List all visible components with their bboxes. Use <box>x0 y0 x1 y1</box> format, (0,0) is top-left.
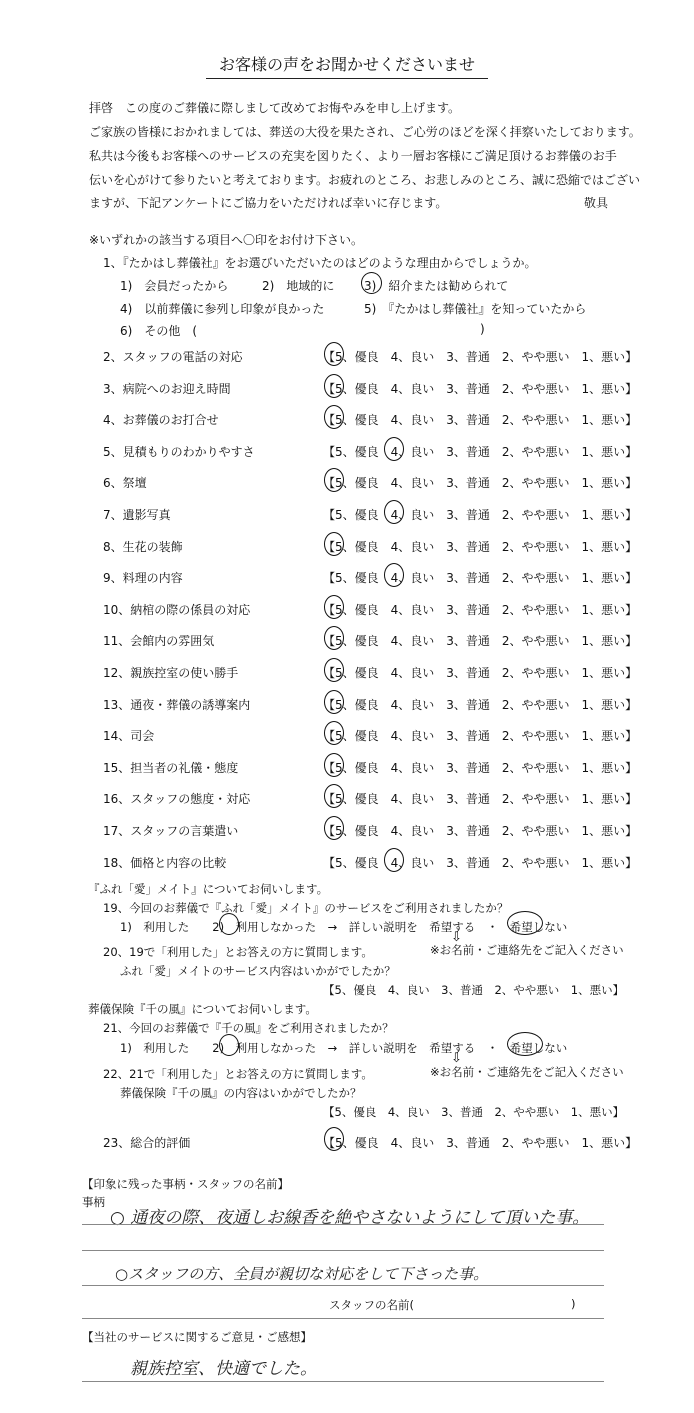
q1-option-3[interactable]: 3) 紹介または勧められて <box>364 279 509 293</box>
rating-label: 2、スタッフの電話の対応 <box>103 350 243 364</box>
instruction: ※いずれかの該当する項目へ〇印をお付け下さい。 <box>89 233 364 247</box>
rating-label: 15、担当者の礼儀・態度 <box>103 761 239 775</box>
q21-options[interactable]: 1) 利用した 2) 利用しなかった → 詳しい説明を 希望する ・ 希望しない <box>120 1041 568 1055</box>
rating-scale[interactable]: 【5、優良 4、良い 3、普通 2、やや悪い 1、悪い】 <box>323 476 638 490</box>
q21-question: 21、今回のお葬儀で『千の風』をご利用されましたか？ <box>103 1021 394 1035</box>
q23-scale[interactable]: 【5、優良 4、良い 3、普通 2、やや悪い 1、悪い】 <box>323 1136 638 1150</box>
q23-selected-circle <box>324 1127 344 1151</box>
impression-sub: 事柄 <box>82 1195 105 1209</box>
q21-arrow-icon: ⇩ <box>451 1051 462 1066</box>
fureai-header: 『ふれ「愛」メイト』についてお伺いします。 <box>88 882 329 896</box>
opinion-handwriting[interactable]: 親族控室、快適でした。 <box>130 1359 317 1379</box>
rating-label: 11、会館内の雰囲気 <box>103 634 215 648</box>
q19-selected-circle <box>219 913 239 935</box>
q1-option-1[interactable]: 1) 会員だったから <box>120 279 229 293</box>
rating-scale[interactable]: 【5、優良 4、良い 3、普通 2、やや悪い 1、悪い】 <box>323 824 638 838</box>
q20-scale[interactable]: 【5、優良 4、良い 3、普通 2、やや悪い 1、悪い】 <box>323 983 625 997</box>
rating-label: 18、価格と内容の比較 <box>103 856 227 870</box>
q21-selected-circle <box>219 1034 239 1056</box>
closing-word: 敬具 <box>584 196 609 210</box>
rating-selected-circle <box>324 816 344 840</box>
rating-selected-circle <box>324 342 344 366</box>
q1-option-2[interactable]: 2) 地域的に <box>262 279 335 293</box>
rating-label: 4、お葬儀のお打合せ <box>103 413 219 427</box>
rating-label: 17、スタッフの言葉遣い <box>103 824 239 838</box>
q20-sub: ふれ「愛」メイトのサービス内容はいかがでしたか？ <box>120 964 396 978</box>
q19-question: 19、今回のお葬儀で『ふれ「愛」メイト』のサービスをご利用されましたか？ <box>103 901 509 915</box>
rating-label: 16、スタッフの態度・対応 <box>103 792 251 806</box>
rating-selected-circle <box>324 595 344 619</box>
rating-selected-circle <box>324 626 344 650</box>
rating-label: 8、生花の装飾 <box>103 540 183 554</box>
rating-label: 5、見積もりのわかりやすさ <box>103 445 255 459</box>
rating-label: 10、納棺の際の係員の対応 <box>103 603 251 617</box>
rating-scale[interactable]: 【5、優良 4、良い 3、普通 2、やや悪い 1、悪い】 <box>323 350 638 364</box>
q19-kibou-circle <box>507 911 543 935</box>
greeting-line-3: 私共は今後もお客様へのサービスの充実を図りたく、より一層お客様にご満足頂けるお葬儀のお手 <box>89 149 617 163</box>
greeting-line-1: 拝啓 この度のご葬儀に際しまして改めてお悔やみを申し上げます。 <box>89 101 461 115</box>
rating-scale[interactable]: 【5、優良 4、良い 3、普通 2、やや悪い 1、悪い】 <box>323 540 638 554</box>
rating-scale[interactable]: 【5、優良 4、良い 3、普通 2、やや悪い 1、悪い】 <box>323 729 638 743</box>
rating-scale[interactable]: 【5、優良 4、良い 3、普通 2、やや悪い 1、悪い】 <box>323 761 638 775</box>
rating-selected-circle <box>324 532 344 556</box>
rating-scale[interactable]: 【5、優良 4、良い 3、普通 2、やや悪い 1、悪い】 <box>323 571 638 585</box>
q19-notice: ※お名前・ご連絡先をご記入ください <box>430 943 624 957</box>
rating-label: 3、病院へのお迎え時間 <box>103 382 231 396</box>
impression-line-3 <box>82 1285 604 1286</box>
rating-label: 6、祭壇 <box>103 476 147 490</box>
rating-selected-circle <box>324 468 344 492</box>
rating-scale[interactable]: 【5、優良 4、良い 3、普通 2、やや悪い 1、悪い】 <box>323 508 638 522</box>
rating-label: 7、遺影写真 <box>103 508 171 522</box>
title-underline <box>206 78 488 79</box>
rating-scale[interactable]: 【5、優良 4、良い 3、普通 2、やや悪い 1、悪い】 <box>323 382 638 396</box>
rating-selected-circle <box>324 784 344 808</box>
rating-scale[interactable]: 【5、優良 4、良い 3、普通 2、やや悪い 1、悪い】 <box>323 413 638 427</box>
rating-selected-circle <box>324 374 344 398</box>
q22-question: 22、21で「利用した」とお答えの方に質問します。 <box>103 1067 373 1081</box>
q19-options[interactable]: 1) 利用した 2) 利用しなかった → 詳しい説明を 希望する ・ 希望しない <box>120 920 568 934</box>
q20-question: 20、19で「利用した」とお答えの方に質問します。 <box>103 945 373 959</box>
q22-sub: 葬儀保険『千の風』の内容はいかがでしたか？ <box>120 1086 362 1100</box>
rating-scale[interactable]: 【5、優良 4、良い 3、普通 2、やや悪い 1、悪い】 <box>323 698 638 712</box>
impression-handwriting-2[interactable]: ○スタッフの方、全員が親切な対応をして下さった事。 <box>115 1265 489 1283</box>
rating-selected-circle <box>324 658 344 682</box>
opinion-header: 【当社のサービスに関するご意見・ご感想】 <box>82 1330 312 1344</box>
rating-selected-circle <box>384 500 404 524</box>
q22-scale[interactable]: 【5、優良 4、良い 3、普通 2、やや悪い 1、悪い】 <box>323 1105 625 1119</box>
impression-line-1 <box>82 1224 604 1225</box>
staff-name-label: スタッフの名前( <box>329 1298 414 1312</box>
q1-option-6-close: ) <box>480 322 485 336</box>
greeting-line-2: ご家族の皆様におかれましては、葬送の大役を果たされ、ご心労のほどを深く拝察いたしております。 <box>89 125 641 139</box>
impression-header: 【印象に残った事柄・スタッフの名前】 <box>82 1177 289 1191</box>
rating-label: 9、料理の内容 <box>103 571 183 585</box>
greeting-line-5: ますが、下記アンケートにご協力をいただければ幸いに存じます。 <box>89 196 448 210</box>
senno-header: 葬儀保険『千の風』についてお伺いします。 <box>88 1002 317 1016</box>
greeting-line-4: 伝いを心がけて参りたいと考えております。お疲れのところ、お悲しみのところ、誠に恐縮ではござい <box>89 173 641 187</box>
page-title: お客様の声をお聞かせくださいませ <box>218 55 475 74</box>
rating-selected-circle <box>384 563 404 587</box>
q1-option-5[interactable]: 5) 『たかはし葬儀社』を知っていたから <box>364 302 587 316</box>
q1-option-4[interactable]: 4) 以前葬儀に参列し印象が良かった <box>120 302 325 316</box>
staff-name-close: ) <box>571 1297 576 1311</box>
rating-scale[interactable]: 【5、優良 4、良い 3、普通 2、やや悪い 1、悪い】 <box>323 792 638 806</box>
rating-scale[interactable]: 【5、優良 4、良い 3、普通 2、やや悪い 1、悪い】 <box>323 666 638 680</box>
rating-selected-circle <box>384 437 404 461</box>
rating-label: 13、通夜・葬儀の誘導案内 <box>103 698 251 712</box>
q19-arrow-icon: ⇩ <box>451 930 462 945</box>
rating-selected-circle <box>384 848 404 872</box>
q21-kibou-circle <box>507 1032 543 1056</box>
rating-selected-circle <box>324 690 344 714</box>
opinion-line <box>82 1381 604 1382</box>
q1-question: 1、『たかはし葬儀社』をお選びいただいたのはどのような理由からでしょうか。 <box>103 256 537 270</box>
rating-selected-circle <box>324 405 344 429</box>
rating-scale[interactable]: 【5、優良 4、良い 3、普通 2、やや悪い 1、悪い】 <box>323 634 638 648</box>
q23-label: 23、総合的評価 <box>103 1136 191 1150</box>
q21-notice: ※お名前・ご連絡先をご記入ください <box>430 1065 624 1079</box>
rating-scale[interactable]: 【5、優良 4、良い 3、普通 2、やや悪い 1、悪い】 <box>323 445 638 459</box>
rating-label: 14、司会 <box>103 729 155 743</box>
rating-selected-circle <box>324 753 344 777</box>
q1-option-6[interactable]: 6) その他 ( <box>120 324 197 338</box>
impression-line-2 <box>82 1250 604 1251</box>
rating-selected-circle <box>324 721 344 745</box>
impression-handwriting-1[interactable]: ○ 通夜の際、夜通しお線香を絶やさないようにして頂いた事。 <box>110 1208 590 1228</box>
q1-selected-circle <box>361 272 382 294</box>
rating-scale[interactable]: 【5、優良 4、良い 3、普通 2、やや悪い 1、悪い】 <box>323 856 638 870</box>
rating-label: 12、親族控室の使い勝手 <box>103 666 239 680</box>
impression-line-4 <box>82 1318 604 1319</box>
rating-scale[interactable]: 【5、優良 4、良い 3、普通 2、やや悪い 1、悪い】 <box>323 603 638 617</box>
